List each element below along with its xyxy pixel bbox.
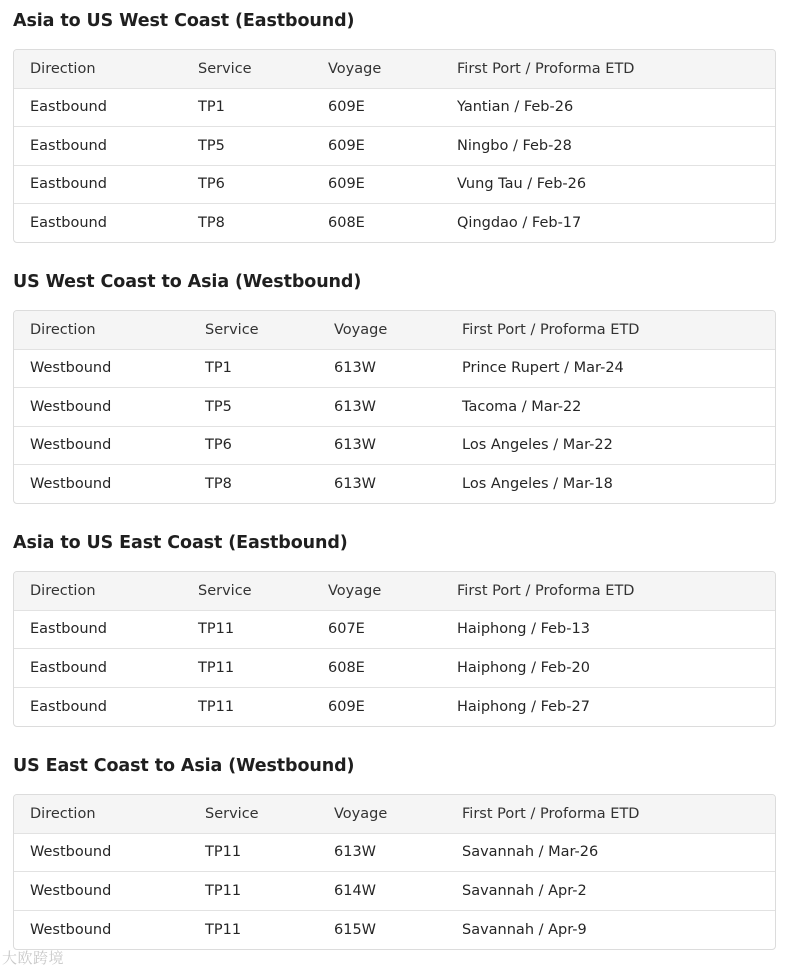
- header-direction: Direction: [30, 582, 96, 599]
- header-voyage: Voyage: [328, 60, 382, 77]
- cell-direction: Westbound: [30, 844, 112, 861]
- section-title: Asia to US West Coast (Eastbound): [13, 11, 355, 31]
- cell-direction: Eastbound: [30, 176, 107, 193]
- table-row: [14, 833, 775, 872]
- schedule-table: [13, 49, 776, 243]
- schedule-table: [13, 794, 776, 950]
- cell-voyage: 613W: [334, 360, 377, 377]
- cell-first-port-etd: Ningbo / Feb-28: [457, 137, 572, 154]
- schedule-table: [13, 310, 776, 504]
- cell-voyage: 608E: [328, 659, 365, 676]
- cell-direction: Westbound: [30, 437, 112, 454]
- header-service: Service: [205, 805, 259, 822]
- cell-voyage: 614W: [334, 882, 377, 899]
- header-service: Service: [205, 321, 259, 338]
- cell-service: TP11: [205, 921, 242, 938]
- cell-voyage: 613W: [334, 844, 377, 861]
- header-first-port-etd: First Port / Proforma ETD: [462, 805, 640, 822]
- cell-voyage: 615W: [334, 921, 377, 938]
- cell-first-port-etd: Qingdao / Feb-17: [457, 215, 582, 231]
- header-service: Service: [198, 582, 252, 599]
- cell-first-port-etd: Tacoma / Mar-22: [462, 398, 582, 415]
- cell-service: TP5: [205, 398, 232, 415]
- cell-voyage: 609E: [328, 698, 365, 715]
- table-row: [14, 349, 775, 388]
- header-first-port-etd: First Port / Proforma ETD: [462, 321, 640, 338]
- table-row: [14, 127, 775, 166]
- header-voyage: Voyage: [328, 582, 382, 599]
- cell-direction: Westbound: [30, 882, 112, 899]
- cell-voyage: 608E: [328, 215, 365, 231]
- table-row: [14, 388, 775, 427]
- cell-service: TP6: [205, 437, 232, 454]
- table-row: [14, 687, 775, 726]
- header-service: Service: [198, 60, 252, 77]
- cell-voyage: 613W: [334, 476, 377, 492]
- cell-direction: Westbound: [30, 476, 112, 492]
- schedule-table: [13, 571, 776, 727]
- table-row: [14, 465, 775, 504]
- cell-service: TP11: [198, 659, 235, 676]
- cell-first-port-etd: Los Angeles / Mar-22: [462, 437, 613, 454]
- table-row: [14, 204, 775, 243]
- table-row: [14, 88, 775, 127]
- cell-direction: Eastbound: [30, 659, 107, 676]
- cell-direction: Westbound: [30, 360, 112, 377]
- cell-service: TP11: [205, 844, 242, 861]
- table-header-row: [14, 795, 775, 833]
- header-direction: Direction: [30, 805, 96, 822]
- cell-voyage: 607E: [328, 621, 365, 638]
- section-uswc-asia-westbound: [13, 269, 776, 492]
- table-header-row: [14, 311, 775, 349]
- cell-voyage: 609E: [328, 176, 365, 193]
- watermark: 大欧跨境: [2, 949, 65, 967]
- cell-first-port-etd: Vung Tau / Feb-26: [457, 176, 587, 193]
- cell-service: TP1: [198, 99, 225, 116]
- table-header-row: [14, 572, 775, 610]
- cell-voyage: 613W: [334, 398, 377, 415]
- table-header-row: [14, 50, 775, 88]
- section-title: US West Coast to Asia (Westbound): [13, 272, 362, 292]
- cell-direction: Eastbound: [30, 99, 107, 116]
- cell-service: TP11: [198, 621, 235, 638]
- cell-service: TP5: [198, 137, 225, 154]
- cell-direction: Eastbound: [30, 215, 107, 231]
- header-first-port-etd: First Port / Proforma ETD: [457, 60, 635, 77]
- cell-first-port-etd: Los Angeles / Mar-18: [462, 476, 613, 492]
- cell-voyage: 609E: [328, 137, 365, 154]
- cell-first-port-etd: Prince Rupert / Mar-24: [462, 360, 624, 377]
- cell-direction: Westbound: [30, 921, 112, 938]
- table-row: [14, 426, 775, 465]
- cell-first-port-etd: Haiphong / Feb-20: [457, 659, 590, 676]
- section-title: US East Coast to Asia (Westbound): [13, 756, 355, 776]
- cell-direction: Eastbound: [30, 698, 107, 715]
- cell-first-port-etd: Savannah / Apr-9: [462, 921, 587, 938]
- cell-direction: Westbound: [30, 398, 112, 415]
- cell-first-port-etd: Haiphong / Feb-13: [457, 621, 590, 638]
- table-row: [14, 910, 775, 949]
- cell-first-port-etd: Yantian / Feb-26: [457, 99, 574, 116]
- cell-service: TP8: [205, 476, 232, 492]
- cell-service: TP11: [205, 882, 242, 899]
- header-direction: Direction: [30, 321, 96, 338]
- section-asia-uswc-eastbound: [13, 8, 776, 231]
- section-title: Asia to US East Coast (Eastbound): [13, 533, 348, 553]
- cell-direction: Eastbound: [30, 621, 107, 638]
- table-row: [14, 165, 775, 204]
- cell-service: TP1: [205, 360, 232, 377]
- table-row: [14, 872, 775, 911]
- section-asia-usec-eastbound: [13, 530, 776, 715]
- cell-service: TP6: [198, 176, 225, 193]
- section-usec-asia-westbound: [13, 753, 776, 938]
- header-voyage: Voyage: [334, 321, 388, 338]
- cell-first-port-etd: Savannah / Mar-26: [462, 844, 599, 861]
- header-voyage: Voyage: [334, 805, 388, 822]
- cell-service: TP11: [198, 698, 235, 715]
- cell-first-port-etd: Haiphong / Feb-27: [457, 698, 590, 715]
- cell-voyage: 613W: [334, 437, 377, 454]
- cell-first-port-etd: Savannah / Apr-2: [462, 882, 587, 899]
- cell-direction: Eastbound: [30, 137, 107, 154]
- cell-voyage: 609E: [328, 99, 365, 116]
- cell-service: TP8: [198, 215, 225, 231]
- table-row: [14, 610, 775, 649]
- header-first-port-etd: First Port / Proforma ETD: [457, 582, 635, 599]
- header-direction: Direction: [30, 60, 96, 77]
- table-row: [14, 649, 775, 688]
